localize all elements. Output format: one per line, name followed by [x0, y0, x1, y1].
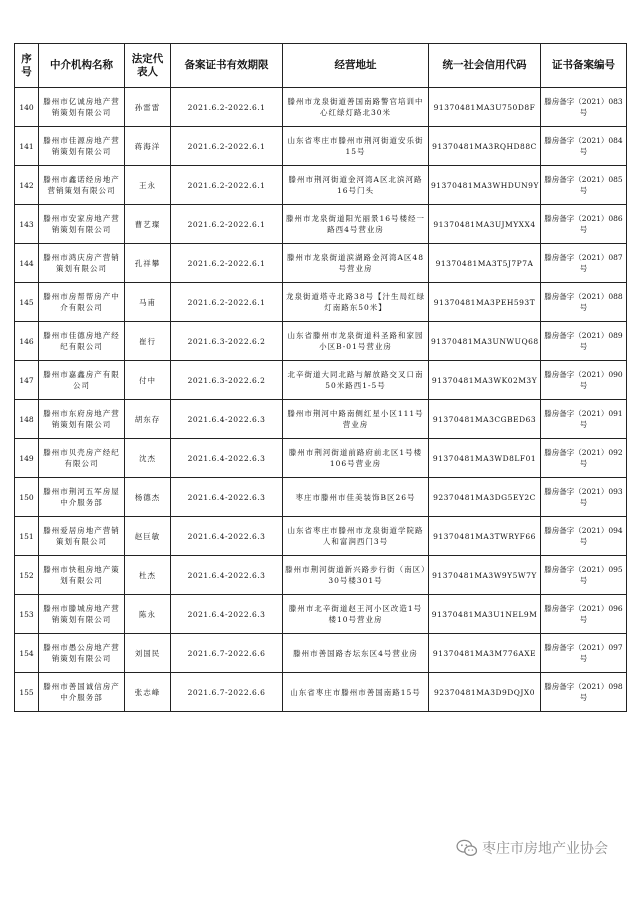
cell-agency-name: 滕州市贝壳房产经纪有限公司 — [39, 439, 125, 478]
cell-validity: 2021.6.2-2022.6.1 — [171, 244, 283, 283]
cell-agency-name: 滕州市东府房地产营销策划有限公司 — [39, 400, 125, 439]
header-credit: 统一社会信用代码 — [429, 44, 541, 88]
table-row — [15, 361, 627, 400]
cell-address: 滕州市龙泉街道阳光丽景16号楼经一路西4号营业房 — [283, 205, 429, 244]
watermark — [456, 836, 608, 860]
cell-cert-no: 滕房备字（2021）091号 — [541, 400, 627, 439]
cell-address: 滕州市荆河街道新兴路步行街（南区）30号楼301号 — [283, 556, 429, 595]
cell-legal-rep: 杜杰 — [125, 556, 171, 595]
cell-cert-no: 滕房备字（2021）086号 — [541, 205, 627, 244]
table-header-row — [15, 44, 627, 88]
table-row — [15, 556, 627, 595]
cell-no: 147 — [15, 361, 39, 400]
cell-address: 山东省枣庄市滕州市荆河街道安乐街15号 — [283, 127, 429, 166]
cell-no: 143 — [15, 205, 39, 244]
cell-cert-no: 滕房备字（2021）083号 — [541, 88, 627, 127]
cell-address: 滕州市善国路杏坛东区4号营业房 — [283, 634, 429, 673]
cell-agency-name: 滕州市愚公房地产营销策划有限公司 — [39, 634, 125, 673]
cell-no: 148 — [15, 400, 39, 439]
table-row — [15, 127, 627, 166]
header-no: 序号 — [15, 44, 39, 88]
cell-credit-code: 91370481MA3W9Y5W7Y — [429, 556, 541, 595]
table-row — [15, 673, 627, 712]
cell-legal-rep: 杨德杰 — [125, 478, 171, 517]
cell-validity: 2021.6.4-2022.6.3 — [171, 400, 283, 439]
cell-legal-rep: 陈永 — [125, 595, 171, 634]
cell-credit-code: 91370481MA3RQHD88C — [429, 127, 541, 166]
cell-credit-code: 91370481MA3WD8LF01 — [429, 439, 541, 478]
cell-cert-no: 滕房备字（2021）097号 — [541, 634, 627, 673]
cell-no: 146 — [15, 322, 39, 361]
cell-no: 155 — [15, 673, 39, 712]
cell-validity: 2021.6.4-2022.6.3 — [171, 556, 283, 595]
cell-address: 山东省枣庄市滕州市善国南路15号 — [283, 673, 429, 712]
cell-credit-code: 91370481MA3WK02M3Y — [429, 361, 541, 400]
cell-no: 145 — [15, 283, 39, 322]
cell-legal-rep: 崔行 — [125, 322, 171, 361]
cell-no: 151 — [15, 517, 39, 556]
table-row — [15, 595, 627, 634]
cell-validity: 2021.6.2-2022.6.1 — [171, 166, 283, 205]
cell-credit-code: 91370481MA3U1NEL9M — [429, 595, 541, 634]
cell-address: 枣庄市滕州市佳美装饰B区26号 — [283, 478, 429, 517]
cell-credit-code: 91370481MA3UNWUQ68 — [429, 322, 541, 361]
cell-validity: 2021.6.7-2022.6.6 — [171, 673, 283, 712]
cell-legal-rep: 付中 — [125, 361, 171, 400]
cell-address: 龙泉街道塔寺北路38号【汁生局红绿灯南路东50米】 — [283, 283, 429, 322]
cell-legal-rep: 沈杰 — [125, 439, 171, 478]
header-valid: 备案证书有效期限 — [171, 44, 283, 88]
cell-cert-no: 滕房备字（2021）084号 — [541, 127, 627, 166]
table-row — [15, 478, 627, 517]
header-name: 中介机构名称 — [39, 44, 125, 88]
cell-no: 144 — [15, 244, 39, 283]
header-rep: 法定代表人 — [125, 44, 171, 88]
watermark-text: 枣庄市房地产业协会 — [482, 841, 608, 857]
table-row — [15, 205, 627, 244]
cell-no: 141 — [15, 127, 39, 166]
cell-no: 152 — [15, 556, 39, 595]
cell-cert-no: 滕房备字（2021）092号 — [541, 439, 627, 478]
cell-legal-rep: 孔祥攀 — [125, 244, 171, 283]
cell-credit-code: 91370481MA3UJMYXX4 — [429, 205, 541, 244]
cell-no: 154 — [15, 634, 39, 673]
header-addr: 经营地址 — [283, 44, 429, 88]
cell-credit-code: 91370481MA3WHDUN9Y — [429, 166, 541, 205]
cell-credit-code: 91370481MA3T5J7P7A — [429, 244, 541, 283]
cell-agency-name: 滕州市鑫诺经房地产营销策划有限公司 — [39, 166, 125, 205]
cell-legal-rep: 张志峰 — [125, 673, 171, 712]
cell-validity: 2021.6.2-2022.6.1 — [171, 283, 283, 322]
cell-validity: 2021.6.3-2022.6.2 — [171, 322, 283, 361]
cell-cert-no: 滕房备字（2021）088号 — [541, 283, 627, 322]
cell-validity: 2021.6.7-2022.6.6 — [171, 634, 283, 673]
cell-agency-name: 滕州市嘉鑫房产有限公司 — [39, 361, 125, 400]
cell-cert-no: 滕房备字（2021）090号 — [541, 361, 627, 400]
cell-credit-code: 92370481MA3DG5EY2C — [429, 478, 541, 517]
cell-legal-rep: 刘国民 — [125, 634, 171, 673]
cell-address: 滕州市荆河街道金河湾A区北滨河路16号门头 — [283, 166, 429, 205]
cell-validity: 2021.6.2-2022.6.1 — [171, 205, 283, 244]
cell-no: 142 — [15, 166, 39, 205]
cell-agency-name: 滕州市快租房地产策划有限公司 — [39, 556, 125, 595]
table-row — [15, 88, 627, 127]
cell-cert-no: 滕房备字（2021）089号 — [541, 322, 627, 361]
cell-validity: 2021.6.4-2022.6.3 — [171, 478, 283, 517]
cell-no: 140 — [15, 88, 39, 127]
cell-legal-rep: 胡东存 — [125, 400, 171, 439]
cell-validity: 2021.6.4-2022.6.3 — [171, 517, 283, 556]
cell-address: 滕州市北辛街道赵王河小区改造1号楼10号营业房 — [283, 595, 429, 634]
cell-agency-name: 滕州市佳德房地产经纪有限公司 — [39, 322, 125, 361]
cell-address: 山东省枣庄市滕州市龙泉街道学院路人和富润西门3号 — [283, 517, 429, 556]
cell-address: 山东省滕州市龙泉街道科圣路和家园小区B-01号营业房 — [283, 322, 429, 361]
cell-legal-rep: 蒋海洋 — [125, 127, 171, 166]
table-row — [15, 400, 627, 439]
cell-legal-rep: 孙雷雷 — [125, 88, 171, 127]
table-row — [15, 634, 627, 673]
cell-agency-name: 滕州市鸿庆房产营销策划有限公司 — [39, 244, 125, 283]
cell-address: 滕州市荆河中路南侧红星小区111号营业房 — [283, 400, 429, 439]
cell-validity: 2021.6.2-2022.6.1 — [171, 127, 283, 166]
cell-credit-code: 91370481MA3TWRYF66 — [429, 517, 541, 556]
registry-table — [14, 43, 627, 712]
table-row — [15, 283, 627, 322]
cell-address: 北辛街道大同北路与解放路交叉口南50米路西1-5号 — [283, 361, 429, 400]
cell-legal-rep: 曹艺璨 — [125, 205, 171, 244]
cell-cert-no: 滕房备字（2021）087号 — [541, 244, 627, 283]
table-row — [15, 244, 627, 283]
cell-no: 150 — [15, 478, 39, 517]
cell-address: 滕州市龙泉街道善国南路警官培训中心红绿灯路北30米 — [283, 88, 429, 127]
table-row — [15, 439, 627, 478]
cell-legal-rep: 赵巨敏 — [125, 517, 171, 556]
cell-legal-rep: 马甫 — [125, 283, 171, 322]
cell-no: 149 — [15, 439, 39, 478]
wechat-icon — [456, 839, 478, 857]
cell-credit-code: 91370481MA3M776AXE — [429, 634, 541, 673]
cell-agency-name: 滕州市荆河五军房屋中介服务部 — [39, 478, 125, 517]
cell-cert-no: 滕房备字（2021）096号 — [541, 595, 627, 634]
cell-agency-name: 滕州爱居房地产营销策划有限公司 — [39, 517, 125, 556]
cell-no: 153 — [15, 595, 39, 634]
cell-cert-no: 滕房备字（2021）085号 — [541, 166, 627, 205]
cell-agency-name: 滕州市房帮帮房产中介有限公司 — [39, 283, 125, 322]
cell-agency-name: 滕州市安家房地产营销策划有限公司 — [39, 205, 125, 244]
cell-cert-no: 滕房备字（2021）094号 — [541, 517, 627, 556]
cell-agency-name: 滕州市善国诚信房产中介服务部 — [39, 673, 125, 712]
cell-validity: 2021.6.2-2022.6.1 — [171, 88, 283, 127]
cell-validity: 2021.6.4-2022.6.3 — [171, 595, 283, 634]
cell-agency-name: 滕州市佳源房地产营销策划有限公司 — [39, 127, 125, 166]
cell-validity: 2021.6.3-2022.6.2 — [171, 361, 283, 400]
cell-address: 滕州市荆河街道前路府前北区1号楼106号营业房 — [283, 439, 429, 478]
cell-address: 滕州市龙泉街道滨湖路金河湾A区48号营业房 — [283, 244, 429, 283]
cell-agency-name: 滕州市亿诚房地产营销策划有限公司 — [39, 88, 125, 127]
cell-cert-no: 滕房备字（2021）095号 — [541, 556, 627, 595]
table-row — [15, 517, 627, 556]
cell-credit-code: 91370481MA3U750D8F — [429, 88, 541, 127]
table-row — [15, 322, 627, 361]
cell-credit-code: 91370481MA3PEH593T — [429, 283, 541, 322]
cell-cert-no: 滕房备字（2021）098号 — [541, 673, 627, 712]
cell-credit-code: 91370481MA3CGBED63 — [429, 400, 541, 439]
cell-validity: 2021.6.4-2022.6.3 — [171, 439, 283, 478]
cell-credit-code: 92370481MA3D9DQJX0 — [429, 673, 541, 712]
header-cert: 证书备案编号 — [541, 44, 627, 88]
cell-cert-no: 滕房备字（2021）093号 — [541, 478, 627, 517]
cell-agency-name: 滕州市滕城房地产营销策划有限公司 — [39, 595, 125, 634]
cell-legal-rep: 王永 — [125, 166, 171, 205]
table-row — [15, 166, 627, 205]
